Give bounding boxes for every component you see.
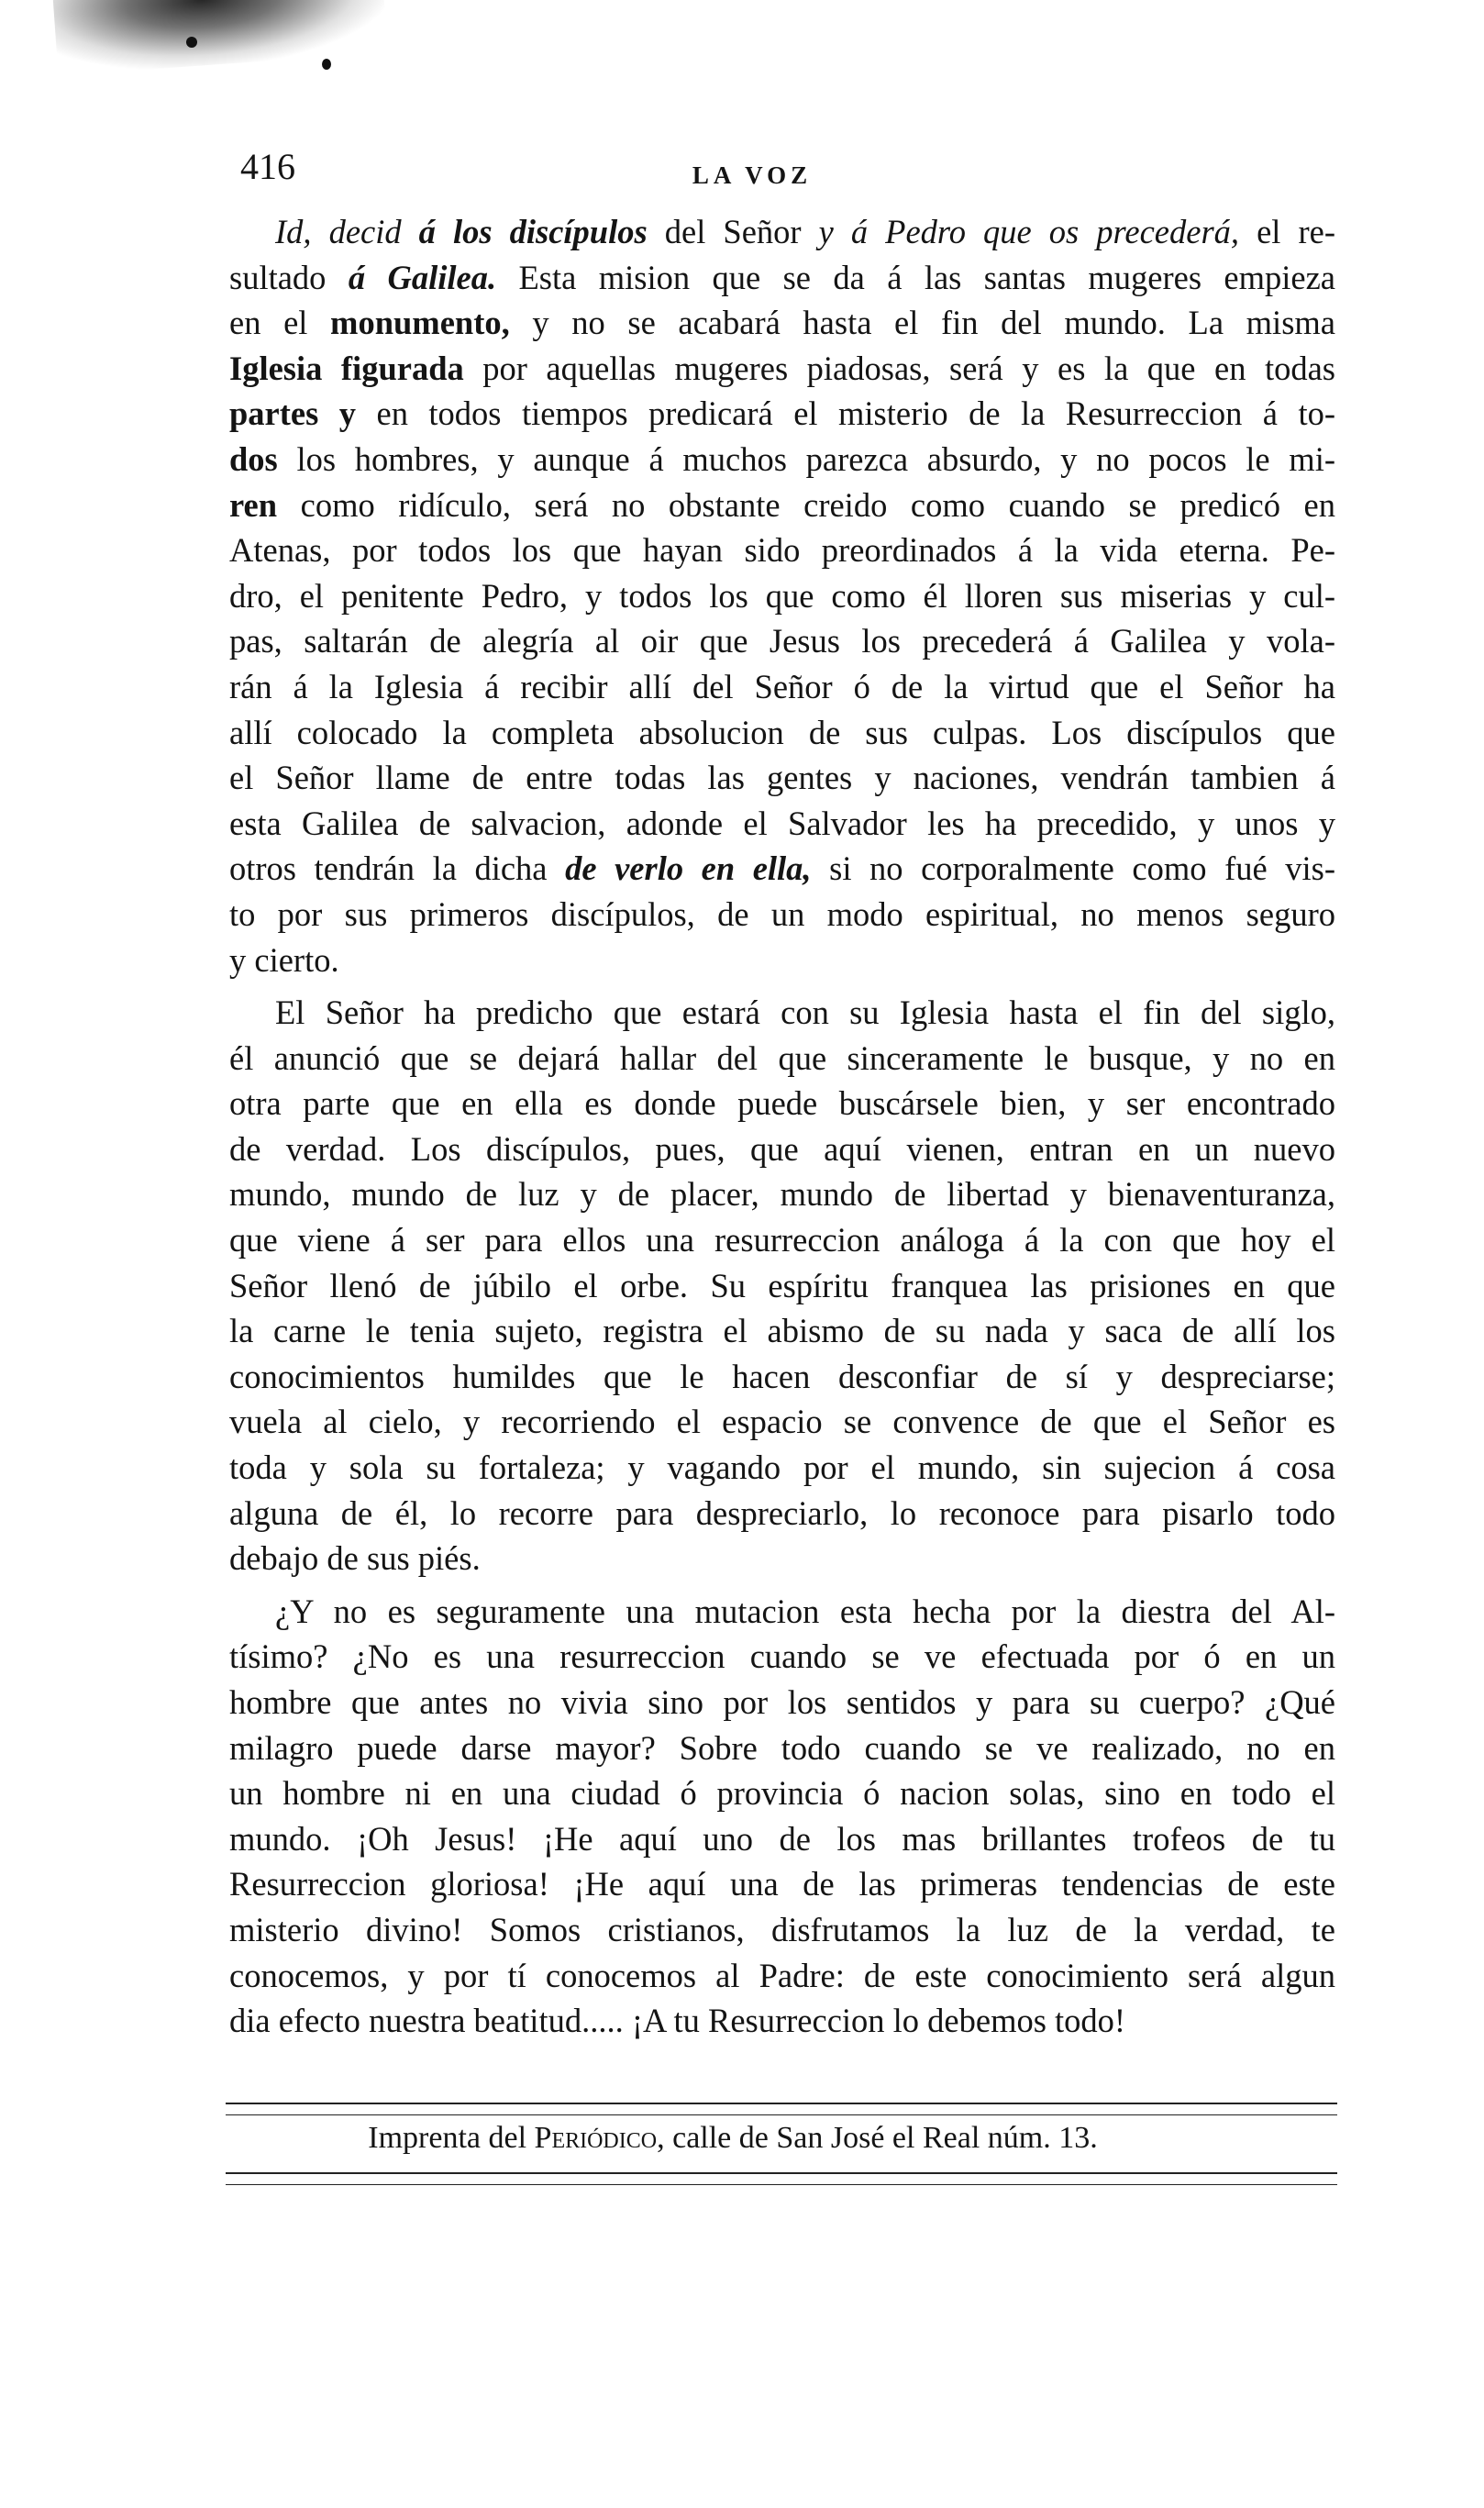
text-line: [229, 346, 1335, 392]
emphasis-run: monumento,: [330, 304, 510, 342]
text-line: [229, 1907, 1335, 1953]
emphasis-run: partes y: [229, 394, 357, 433]
emphasis-run: de verlo en ella,: [565, 849, 812, 888]
text-run: El Señor ha predicho que estará con su Iglesia hasta el fin del siglo,: [275, 993, 1335, 1032]
text-line: [229, 1998, 1335, 2044]
text-run: en el: [229, 304, 331, 342]
text-run: otros tendrán la dicha: [229, 849, 566, 888]
text-line: [229, 255, 1335, 301]
emphasis-run: á Galilea.: [348, 258, 497, 296]
text-line: [229, 892, 1335, 938]
text-line: [229, 1953, 1335, 1999]
text-run: sultado: [229, 258, 349, 296]
text-run: en todos tiempos predicará el misterio de la Resurreccion á to-: [356, 394, 1336, 433]
text-line: [229, 990, 1335, 1036]
bottom-rule-1: [226, 2172, 1337, 2174]
text-line: [229, 1036, 1335, 1082]
text-run: debajo de sus piés.: [229, 1539, 481, 1578]
text-run: Atenas, por todos los que hayan sido preordinados á la vida eterna. Pe-: [229, 531, 1335, 570]
text-run: los hombres, y aunque á muchos parezca absurdo, y no pocos le mi-: [277, 439, 1335, 478]
text-run: Resurreccion gloriosa! ¡He aquí una de las primeras tendencias de este: [229, 1865, 1335, 1903]
text-run: allí colocado la completa absolucion de sus culpas. Los discípulos que: [229, 713, 1335, 751]
ink-speck: [186, 37, 197, 48]
text-line: [229, 801, 1335, 847]
text-line: [229, 1861, 1335, 1907]
imprint-periodico: Periódico: [534, 2121, 658, 2155]
text-run: como ridículo, será no obstante creido como cuando se predicó en: [277, 485, 1335, 524]
page-number: 416: [240, 146, 295, 187]
text-line: [229, 938, 1335, 983]
text-run: otra parte que en ella es donde puede buscársele bien, y ser encontrado: [229, 1084, 1335, 1123]
emphasis-run: Id, decid: [275, 213, 419, 250]
emphasis-run: á los discípulos: [418, 213, 648, 250]
text-line: [229, 1126, 1335, 1172]
ink-speck: [322, 59, 331, 70]
text-run: que viene á ser para ellos una resurreccion análoga á la con que hoy el: [229, 1221, 1335, 1260]
text-run: pas, saltarán de alegría al oir que Jesus los precederá á Galilea y vola-: [229, 622, 1335, 660]
article-body: [229, 209, 1335, 2044]
text-run: de verdad. Los discípulos, pues, que aquí vienen, entran en un nuevo: [229, 1129, 1335, 1168]
text-run: conocemos, y por tí conocemos al Padre: de este conocimiento será algun: [229, 1956, 1335, 1994]
text-run: conocimientos humildes que le hacen desconfiar de sí y despreciarse;: [229, 1357, 1335, 1395]
text-line: [229, 1308, 1335, 1354]
text-run: rán á la Iglesia á recibir allí del Señor ó de la virtud que el Señor ha: [229, 667, 1335, 705]
text-run: él anunció que se dejará hallar del que sinceramente le busque, y no en: [229, 1038, 1335, 1077]
text-line: [229, 1536, 1335, 1581]
text-run: milagro puede darse mayor? Sobre todo cuando se ve realizado, no en: [229, 1728, 1335, 1767]
text-line: [229, 1445, 1335, 1491]
text-line: [229, 1399, 1335, 1445]
text-line: [229, 1491, 1335, 1537]
text-run: si no corporalmente como fué vis-: [811, 849, 1335, 888]
imprint-suffix: , calle de San José el Real núm. 13.: [657, 2121, 1098, 2155]
text-line: [229, 391, 1335, 437]
text-line: [229, 1171, 1335, 1217]
text-line: [229, 300, 1335, 346]
text-line: [229, 209, 1335, 255]
text-run: Esta mision que se da á las santas mugeres empieza: [496, 258, 1336, 296]
emphasis-run: ren: [229, 485, 278, 524]
text-run: por aquellas mugeres piadosas, será y es la que en todas: [463, 349, 1335, 387]
top-rule-2: [226, 2114, 1337, 2115]
running-head: LA VOZ: [692, 161, 813, 189]
text-run: mundo. ¡Oh Jesus! ¡He aquí uno de los mas brillantes trofeos de tu: [229, 1819, 1335, 1858]
text-run: mundo, mundo de luz y de placer, mundo de libertad y bienaventuranza,: [229, 1175, 1335, 1214]
bottom-rule-2: [226, 2184, 1337, 2185]
text-run: alguna de él, lo recorre para despreciarlo, lo reconoce para pisarlo todo: [229, 1493, 1335, 1532]
text-line: [229, 755, 1335, 801]
text-line: [229, 846, 1335, 892]
text-line: [229, 1816, 1335, 1862]
text-line: [229, 1726, 1335, 1771]
text-run: Señor llenó de júbilo el orbe. Su espíritu franquea las prisiones en que: [229, 1266, 1335, 1304]
text-run: toda y sola su fortaleza; y vagando por el mundo, sin sujecion á cosa: [229, 1448, 1335, 1487]
text-line: [229, 437, 1335, 483]
text-run: to por sus primeros discípulos, de un modo espiritual, no menos seguro: [229, 894, 1335, 933]
text-line: [229, 1081, 1335, 1126]
emphasis-run: Iglesia figurada: [229, 349, 464, 387]
text-line: [229, 1354, 1335, 1400]
top-rule-1: [226, 2103, 1337, 2104]
text-line: [229, 710, 1335, 756]
printer-imprint: [0, 2121, 1484, 2156]
text-run: ¿Y no es seguramente una mutacion esta hecha por la diestra del Al-: [275, 1592, 1335, 1630]
scan-smudge: [52, 0, 387, 75]
text-line: [229, 1217, 1335, 1263]
text-run: tísimo? ¿No es una resurreccion cuando se ve efectuada por ó en un: [229, 1637, 1335, 1676]
text-line: [229, 1589, 1335, 1635]
text-line: [229, 664, 1335, 710]
text-run: dro, el penitente Pedro, y todos los que como él lloren sus miserias y cul-: [229, 576, 1335, 615]
text-line: [229, 573, 1335, 619]
text-run: la carne le tenia sujeto, registra el abismo de su nada y saca de allí los: [229, 1312, 1335, 1350]
emphasis-run: y á Pedro que os precederá,: [818, 213, 1240, 250]
text-line: [229, 1770, 1335, 1816]
text-run: esta Galilea de salvacion, adonde el Salvador les ha precedido, y unos y: [229, 804, 1335, 842]
imprint-prefix: Imprenta del: [368, 2121, 535, 2155]
text-line: [229, 618, 1335, 664]
text-line: [229, 1263, 1335, 1309]
text-run: un hombre ni en una ciudad ó provincia ó nacion solas, sino en todo el: [229, 1774, 1335, 1813]
emphasis-run: dos: [229, 439, 278, 478]
text-run: y no se acabará hasta el fin del mundo. La misma: [509, 304, 1335, 342]
text-line: [229, 483, 1335, 528]
text-line: [229, 1680, 1335, 1726]
text-run: dia efecto nuestra beatitud..... ¡A tu Resurreccion lo debemos todo!: [229, 2002, 1126, 2040]
text-line: [229, 527, 1335, 573]
text-run: el re-: [1239, 213, 1335, 250]
text-run: vuela al cielo, y recorriendo el espacio se convence de que el Señor es: [229, 1403, 1335, 1441]
text-run: y cierto.: [229, 940, 339, 979]
text-line: [229, 1634, 1335, 1680]
text-run: del Señor: [647, 213, 819, 250]
text-run: misterio divino! Somos cristianos, disfrutamos la luz de la verdad, te: [229, 1910, 1335, 1948]
text-run: el Señor llame de entre todas las gentes y naciones, vendrán tambien á: [229, 759, 1335, 797]
text-run: hombre que antes no vivia sino por los sentidos y para su cuerpo? ¿Qué: [229, 1683, 1335, 1721]
